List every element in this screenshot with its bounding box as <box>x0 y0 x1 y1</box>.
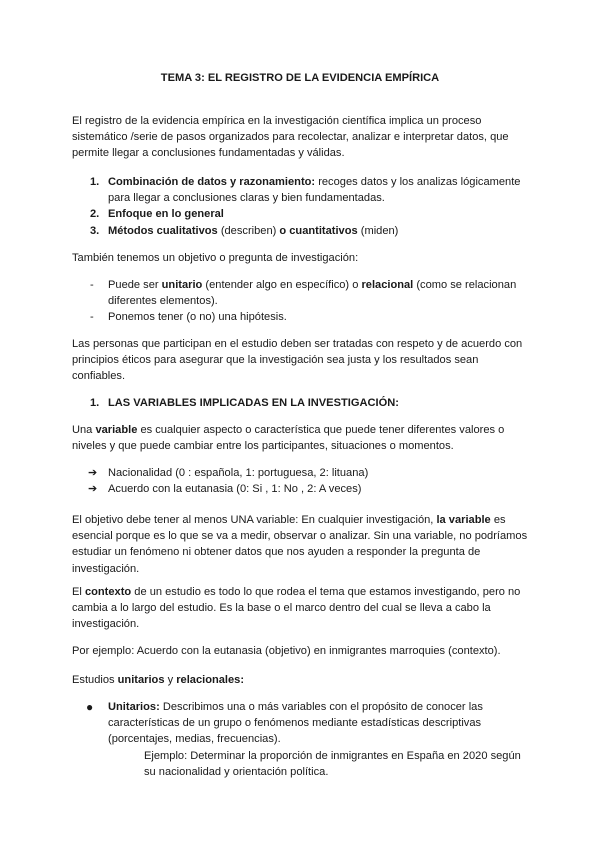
bold-text: variable <box>95 424 138 436</box>
text: Acuerdo con la eutanasia (0: Si , 1: No , 2: A veces) <box>108 483 362 496</box>
list-number: 2. <box>90 208 100 221</box>
objective-variable-paragraph <box>72 512 528 577</box>
list-number: 1. <box>90 176 100 188</box>
list-item-bold: Métodos cualitativos <box>108 224 218 237</box>
list-item-bold: o cuantitativos <box>279 224 358 237</box>
text: es cualquier aspecto o característica que puede tener diferentes valores o niveles y que puede cambiar entre los participantes, situaciones o momentos. <box>72 424 505 453</box>
section-title: LAS VARIABLES IMPLICADAS EN LA INVESTIGACIÓN: <box>108 397 399 409</box>
list-item-text: (describen) <box>217 224 280 237</box>
text: Puede ser <box>108 279 162 291</box>
list-item-text: (miden) <box>357 224 399 237</box>
dash-marker: - <box>90 311 94 324</box>
list-item <box>72 309 528 325</box>
bold-text: contexto <box>84 586 132 598</box>
text: Describimos una o más variables con el propósito de conocer las características de un grupo o fenómenos mediante estadísticas descriptivas (porcentajes, medias, frecuencias). <box>108 701 483 746</box>
section-heading <box>72 395 528 411</box>
bold-text: unitarios <box>117 674 165 686</box>
arrow-list <box>72 465 528 497</box>
example-text <box>108 748 528 780</box>
list-item <box>72 277 528 309</box>
context-paragraph <box>72 584 528 633</box>
text: Estudios <box>72 674 118 686</box>
bullet-icon: ● <box>86 700 94 714</box>
text: Ponemos tener (o no) una hipótesis. <box>108 311 287 324</box>
text: El objetivo debe tener al menos UNA variable: En cualquier investigación, <box>72 514 437 526</box>
studies-heading <box>72 672 528 688</box>
dash-marker: - <box>90 279 94 291</box>
section-number: 1. <box>90 397 100 409</box>
intro-paragraph: El registro de la evidencia empírica en la investigación científica implica un proceso sistemático /serie de pasos organizados para recolectar, analizar e interpretar datos, que permite llegar a conclusiones fundamentadas y válidas. <box>72 115 509 160</box>
list-item-text: recoges datos y los analizas lógicamente para llegar a conclusiones claras y bien fundamentadas. <box>108 176 521 205</box>
list-item-bold: Enfoque en lo general <box>108 208 224 221</box>
list-item <box>72 223 528 239</box>
list-item <box>72 174 528 206</box>
bold-text: relacionales: <box>176 674 245 686</box>
text: Ejemplo: Determinar la proporción de inmigrantes en España en 2020 según su nacionalidad y orientación política. <box>144 749 521 778</box>
variable-definition <box>72 422 528 454</box>
list-item <box>72 206 528 222</box>
bullet-list <box>72 699 528 780</box>
text: Una <box>72 424 96 436</box>
text: de un estudio es todo lo que rodea el tema que estamos investigando, pero no cambia a lo largo del estudio. Es la base o el marco dentro del cual se lleva a cabo la investigación. <box>72 586 521 631</box>
text: (como se relacionan diferentes elementos). <box>108 279 517 308</box>
text: (entender algo en específico) o <box>202 279 362 291</box>
dash-list <box>72 277 528 326</box>
text: es esencial porque es lo que se va a medir, observar o analizar. Sin una variable, no podríamos estudiar un fenómeno ni obtener datos que nos ayuden a responder la pregunta de investigación. <box>72 514 528 575</box>
bold-text: la variable <box>436 514 491 526</box>
text: y <box>164 674 177 686</box>
list-item <box>72 481 528 497</box>
bold-text: relacional <box>361 279 414 291</box>
bold-text: Unitarios: <box>108 701 160 713</box>
list-number: 3. <box>90 224 100 237</box>
text: Nacionalidad (0 : española, 1: portuguesa, 2: lituana) <box>108 467 369 479</box>
arrow-icon: ➔ <box>88 483 98 496</box>
text: El <box>72 586 85 598</box>
numbered-list <box>72 174 528 239</box>
objective-paragraph: También tenemos un objetivo o pregunta de investigación: <box>72 252 359 264</box>
list-item-bold: Combinación de datos y razonamiento: <box>108 176 316 188</box>
example-paragraph: Por ejemplo: Acuerdo con la eutanasia (objetivo) en inmigrantes marroquies (contexto). <box>72 645 501 657</box>
page-title: TEMA 3: EL REGISTRO DE LA EVIDENCIA EMPÍRICA <box>160 72 440 84</box>
list-item <box>72 699 528 780</box>
bold-text: unitario <box>161 279 203 291</box>
ethics-paragraph: Las personas que participan en el estudio deben ser tratadas con respeto y de acuerdo con principios éticos para asegurar que la investigación sea justa y los resultados sean confiables. <box>72 338 523 383</box>
arrow-icon: ➔ <box>88 467 98 479</box>
list-item <box>72 465 528 481</box>
